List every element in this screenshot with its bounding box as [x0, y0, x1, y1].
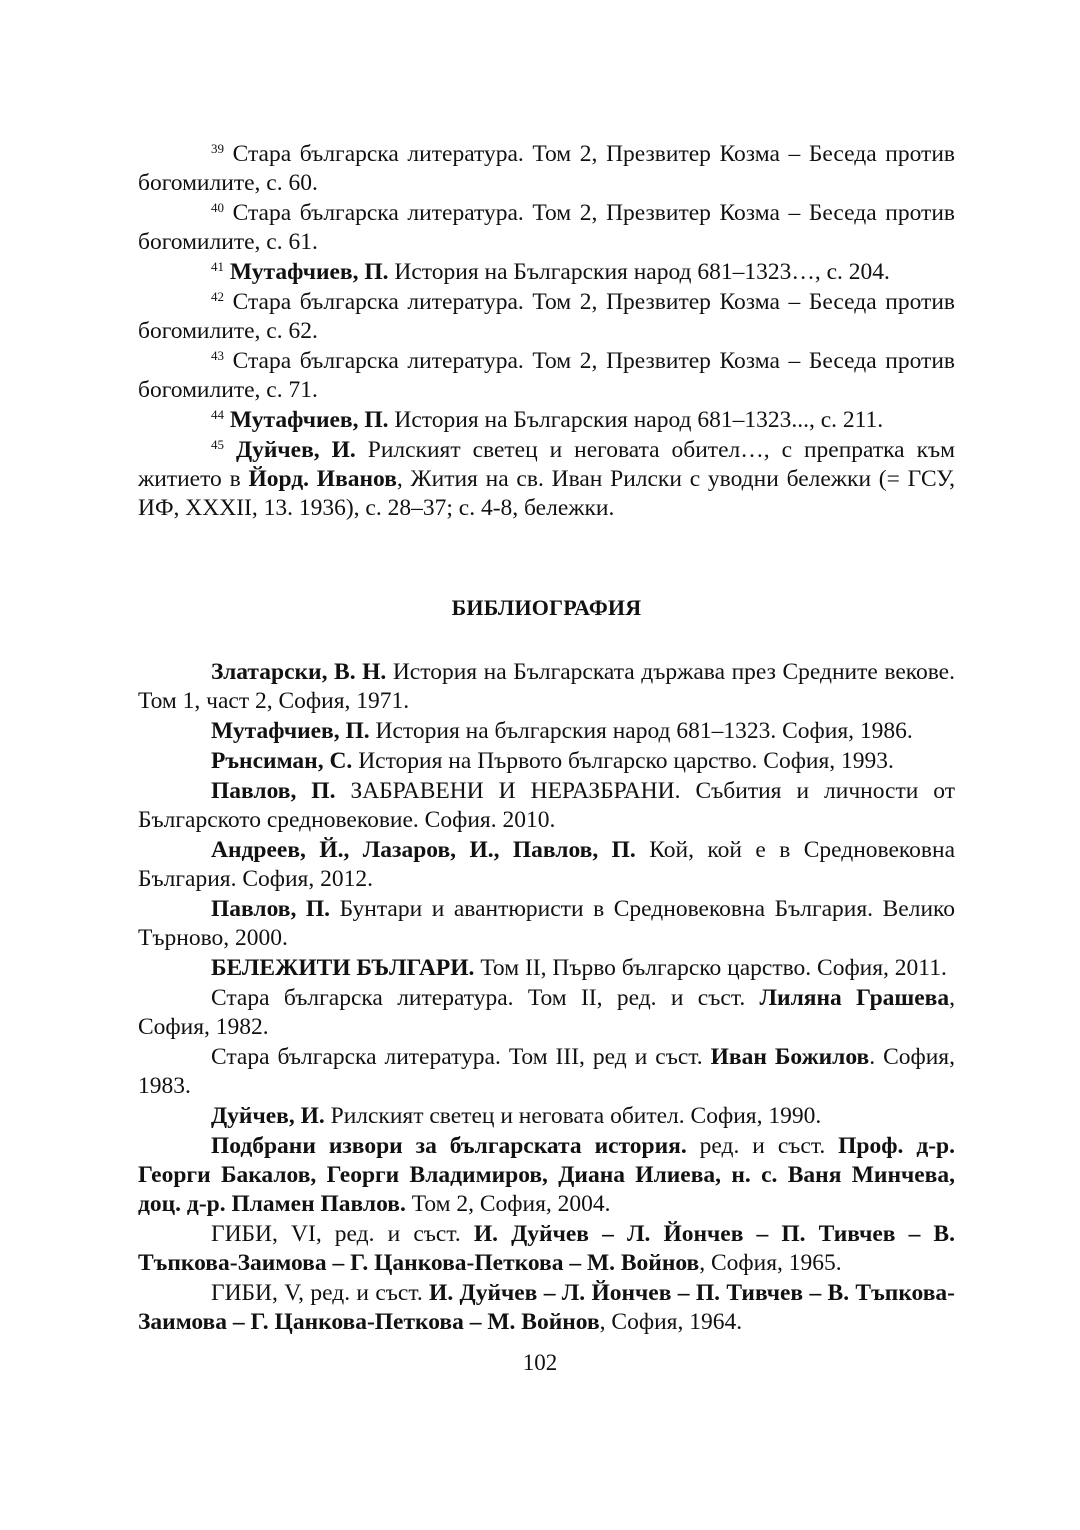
- footnote-number: 43: [211, 348, 224, 363]
- bibliography-heading: БИБЛИОГРАФИЯ: [451, 595, 642, 620]
- footnote-text: Рилският светец и неговата обител…, с препратка към житието в: [138, 437, 956, 492]
- bibliography-entry: Подбрани извори за българската история. ред. и съст. Проф. д-р. Георги Бакалов, Георги Владимиров, Диана Илиева, н. с. Ваня Минчева, доц. д-р. Пламен Павлов. Том 2, София, 2004.: [138, 1133, 955, 1217]
- bibliography-entry: Мутафчиев, П. История на българския народ 681–1323. София, 1986.: [211, 718, 913, 744]
- entry-author: Павлов, П.: [211, 778, 336, 804]
- entry-author: Лиляна Грашева: [759, 985, 950, 1011]
- bibliography-entry: ГИБИ, V, ред. и съст. И. Дуйчев – Л. Йончев – П. Тивчев – В. Тъпкова-Заимова – Г. Цанкова-Петкова – М. Войнов, София, 1964.: [138, 1280, 955, 1335]
- entry-editors: И. Дуйчев – Л. Йончев – П. Тивчев – В. Тъпкова-Заимова – Г. Цанкова-Петкова – М. Войнов: [138, 1280, 955, 1335]
- footnote-text: Стара българска литература. Том 2, Презвитер Козма – Беседа против богомилите, с. 60.: [138, 141, 955, 196]
- footnote-author: Йорд. Иванов: [248, 466, 397, 492]
- footnote-author: Мутафчиев, П.: [229, 259, 389, 285]
- bibliography-entry: Дуйчев, И. Рилският светец и неговата обител. София, 1990.: [211, 1103, 822, 1129]
- footnote-number: 41: [211, 259, 224, 274]
- footnote-text: Стара българска литература. Том 2, Презвитер Козма – Беседа против богомилите, с. 62.: [138, 289, 955, 344]
- footnote: [138, 140, 955, 198]
- entry-author: БЕЛЕЖИТИ БЪЛГАРИ.: [211, 955, 475, 981]
- entry-author: Павлов, П.: [211, 896, 331, 922]
- entry-author: Дуйчев, И.: [211, 1103, 325, 1129]
- bibliography-list: [138, 658, 955, 1337]
- footnote-number: 40: [211, 200, 224, 215]
- footnote: [138, 288, 955, 346]
- footnote-text: История на Българския народ 681–1323..., с. 211.: [388, 407, 884, 433]
- entry-author: Рънсиман, С.: [211, 748, 353, 774]
- footnote-number: 45: [211, 437, 224, 452]
- entry-title: Подбрани извори за българската история.: [211, 1133, 687, 1159]
- footnote-text: История на Българския народ 681–1323…, с. 204.: [388, 259, 890, 285]
- entry-author: Иван Божилов: [710, 1044, 870, 1070]
- bibliography-entry: Павлов, П. Бунтари и авантюристи в Средновековна България. Велико Търново, 2000.: [138, 896, 955, 951]
- footnote-number: 39: [211, 141, 224, 156]
- footnote: [138, 347, 955, 405]
- footnote: [138, 258, 955, 287]
- bibliography-entry: Златарски, В. Н. История на Българската държава през Средните векове. Том 1, част 2, София, 1971.: [138, 659, 955, 714]
- entry-editors: Проф. д-р. Георги Бакалов, Георги Владимиров, Диана Илиева, н. с. Ваня Минчева, доц. д-р. Пламен Павлов.: [138, 1133, 955, 1217]
- footnote-author: Дуйчев, И.: [235, 437, 356, 463]
- entry-author: Мутафчиев, П.: [211, 718, 370, 744]
- bibliography-entry: Стара българска литература. Том III, ред и съст. Иван Божилов. София, 1983.: [138, 1044, 955, 1099]
- footnote-text: , Жития на св. Иван Рилски с уводни бележки (= ГСУ, ИФ, XXXII, 13. 1936), с. 28–37; с. 4-8, бележки.: [138, 466, 955, 521]
- footnote-number: 44: [211, 407, 224, 422]
- footnotes-section: [138, 140, 955, 523]
- bibliography-entry: Андреев, Й., Лазаров, И., Павлов, П. Кой, кой е в Средновековна България. София, 2012.: [138, 837, 956, 892]
- page-number: 102: [522, 1350, 558, 1375]
- bibliography-entry: БЕЛЕЖИТИ БЪЛГАРИ. Том II, Първо българско царство. София, 2011.: [211, 955, 947, 981]
- footnote: [138, 199, 955, 257]
- bibliography-entry: Рънсиман, С. История на Първото българско царство. София, 1993.: [211, 748, 894, 774]
- footnote-author: Мутафчиев, П.: [229, 407, 389, 433]
- entry-author: Андреев, Й., Лазаров, И., Павлов, П.: [211, 837, 636, 863]
- bibliography-entry: Павлов, П. ЗАБРАВЕНИ И НЕРАЗБРАНИ. Събития и личности от Българското средновековие. София. 2010.: [138, 778, 956, 833]
- footnote-text: Стара българска литература. Том 2, Презвитер Козма – Беседа против богомилите, с. 71.: [138, 348, 955, 403]
- footnote-text: Стара българска литература. Том 2, Презвитер Козма – Беседа против богомилите, с. 61.: [138, 200, 955, 255]
- bibliography-entry: ГИБИ, VI, ред. и съст. И. Дуйчев – Л. Йончев – П. Тивчев – В. Тъпкова-Заимова – Г. Цанкова-Петкова – М. Войнов, София, 1965.: [138, 1221, 955, 1276]
- footnote: [138, 436, 955, 523]
- entry-author: Златарски, В. Н.: [211, 659, 387, 685]
- page-content: [138, 140, 955, 1338]
- footnote-number: 42: [211, 289, 224, 304]
- entry-editors: И. Дуйчев – Л. Йончев – П. Тивчев – В. Тъпкова-Заимова – Г. Цанкова-Петкова – М. Войнов: [138, 1221, 955, 1276]
- bibliography-entry: Стара българска литература. Том II, ред. и съст. Лиляна Грашева, София, 1982.: [138, 985, 955, 1040]
- footnote: [138, 406, 955, 435]
